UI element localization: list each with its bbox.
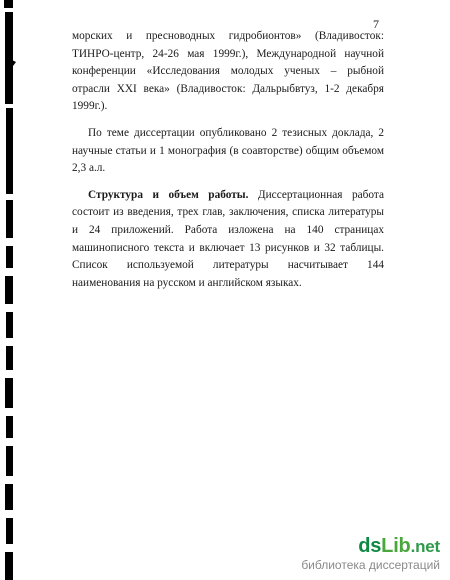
body-text <box>72 28 384 292</box>
page-number: 7 <box>373 17 379 31</box>
section-heading-inline: Структура и объем работы. <box>88 188 249 201</box>
paragraph-conferences <box>72 28 384 116</box>
paragraph-text: По теме диссертации опубликовано 2 тезисных доклада, 2 научные статьи и 1 монография (в соавторстве) общим объемом 2,3 а.л. <box>72 126 384 175</box>
watermark-tagline: библиотека диссертаций <box>301 558 440 572</box>
logo-ds: ds <box>358 535 382 557</box>
paragraph-text: морских и пресноводных гидробионтов» (Владивосток: ТИНРО-центр, 24-26 мая 1999г.), Международной научной конференции «Исследования молодых ученых – рыбной отрасли XXI века» (Владивосток: Дальрыбвтуз, 1-2 декабря 1999г.). <box>72 30 384 113</box>
logo-net: .net <box>410 537 440 556</box>
paragraph-publications <box>72 125 384 178</box>
logo-lib: Lib <box>381 535 411 557</box>
dslib-logo <box>301 535 440 558</box>
paragraph-structure <box>72 187 384 293</box>
scan-binding-edge <box>0 0 18 580</box>
dslib-watermark <box>301 535 440 572</box>
paragraph-text: Диссертационная работа состоит из введения, трех глав, заключения, списка литературы и 24 приложений. Работа изложена на 140 страницах машинописного текста и включает 13 рисунков и 32 таблицы. Список используемой литературы насчитывает 144 наименования на русском и английском языках. <box>72 188 384 289</box>
